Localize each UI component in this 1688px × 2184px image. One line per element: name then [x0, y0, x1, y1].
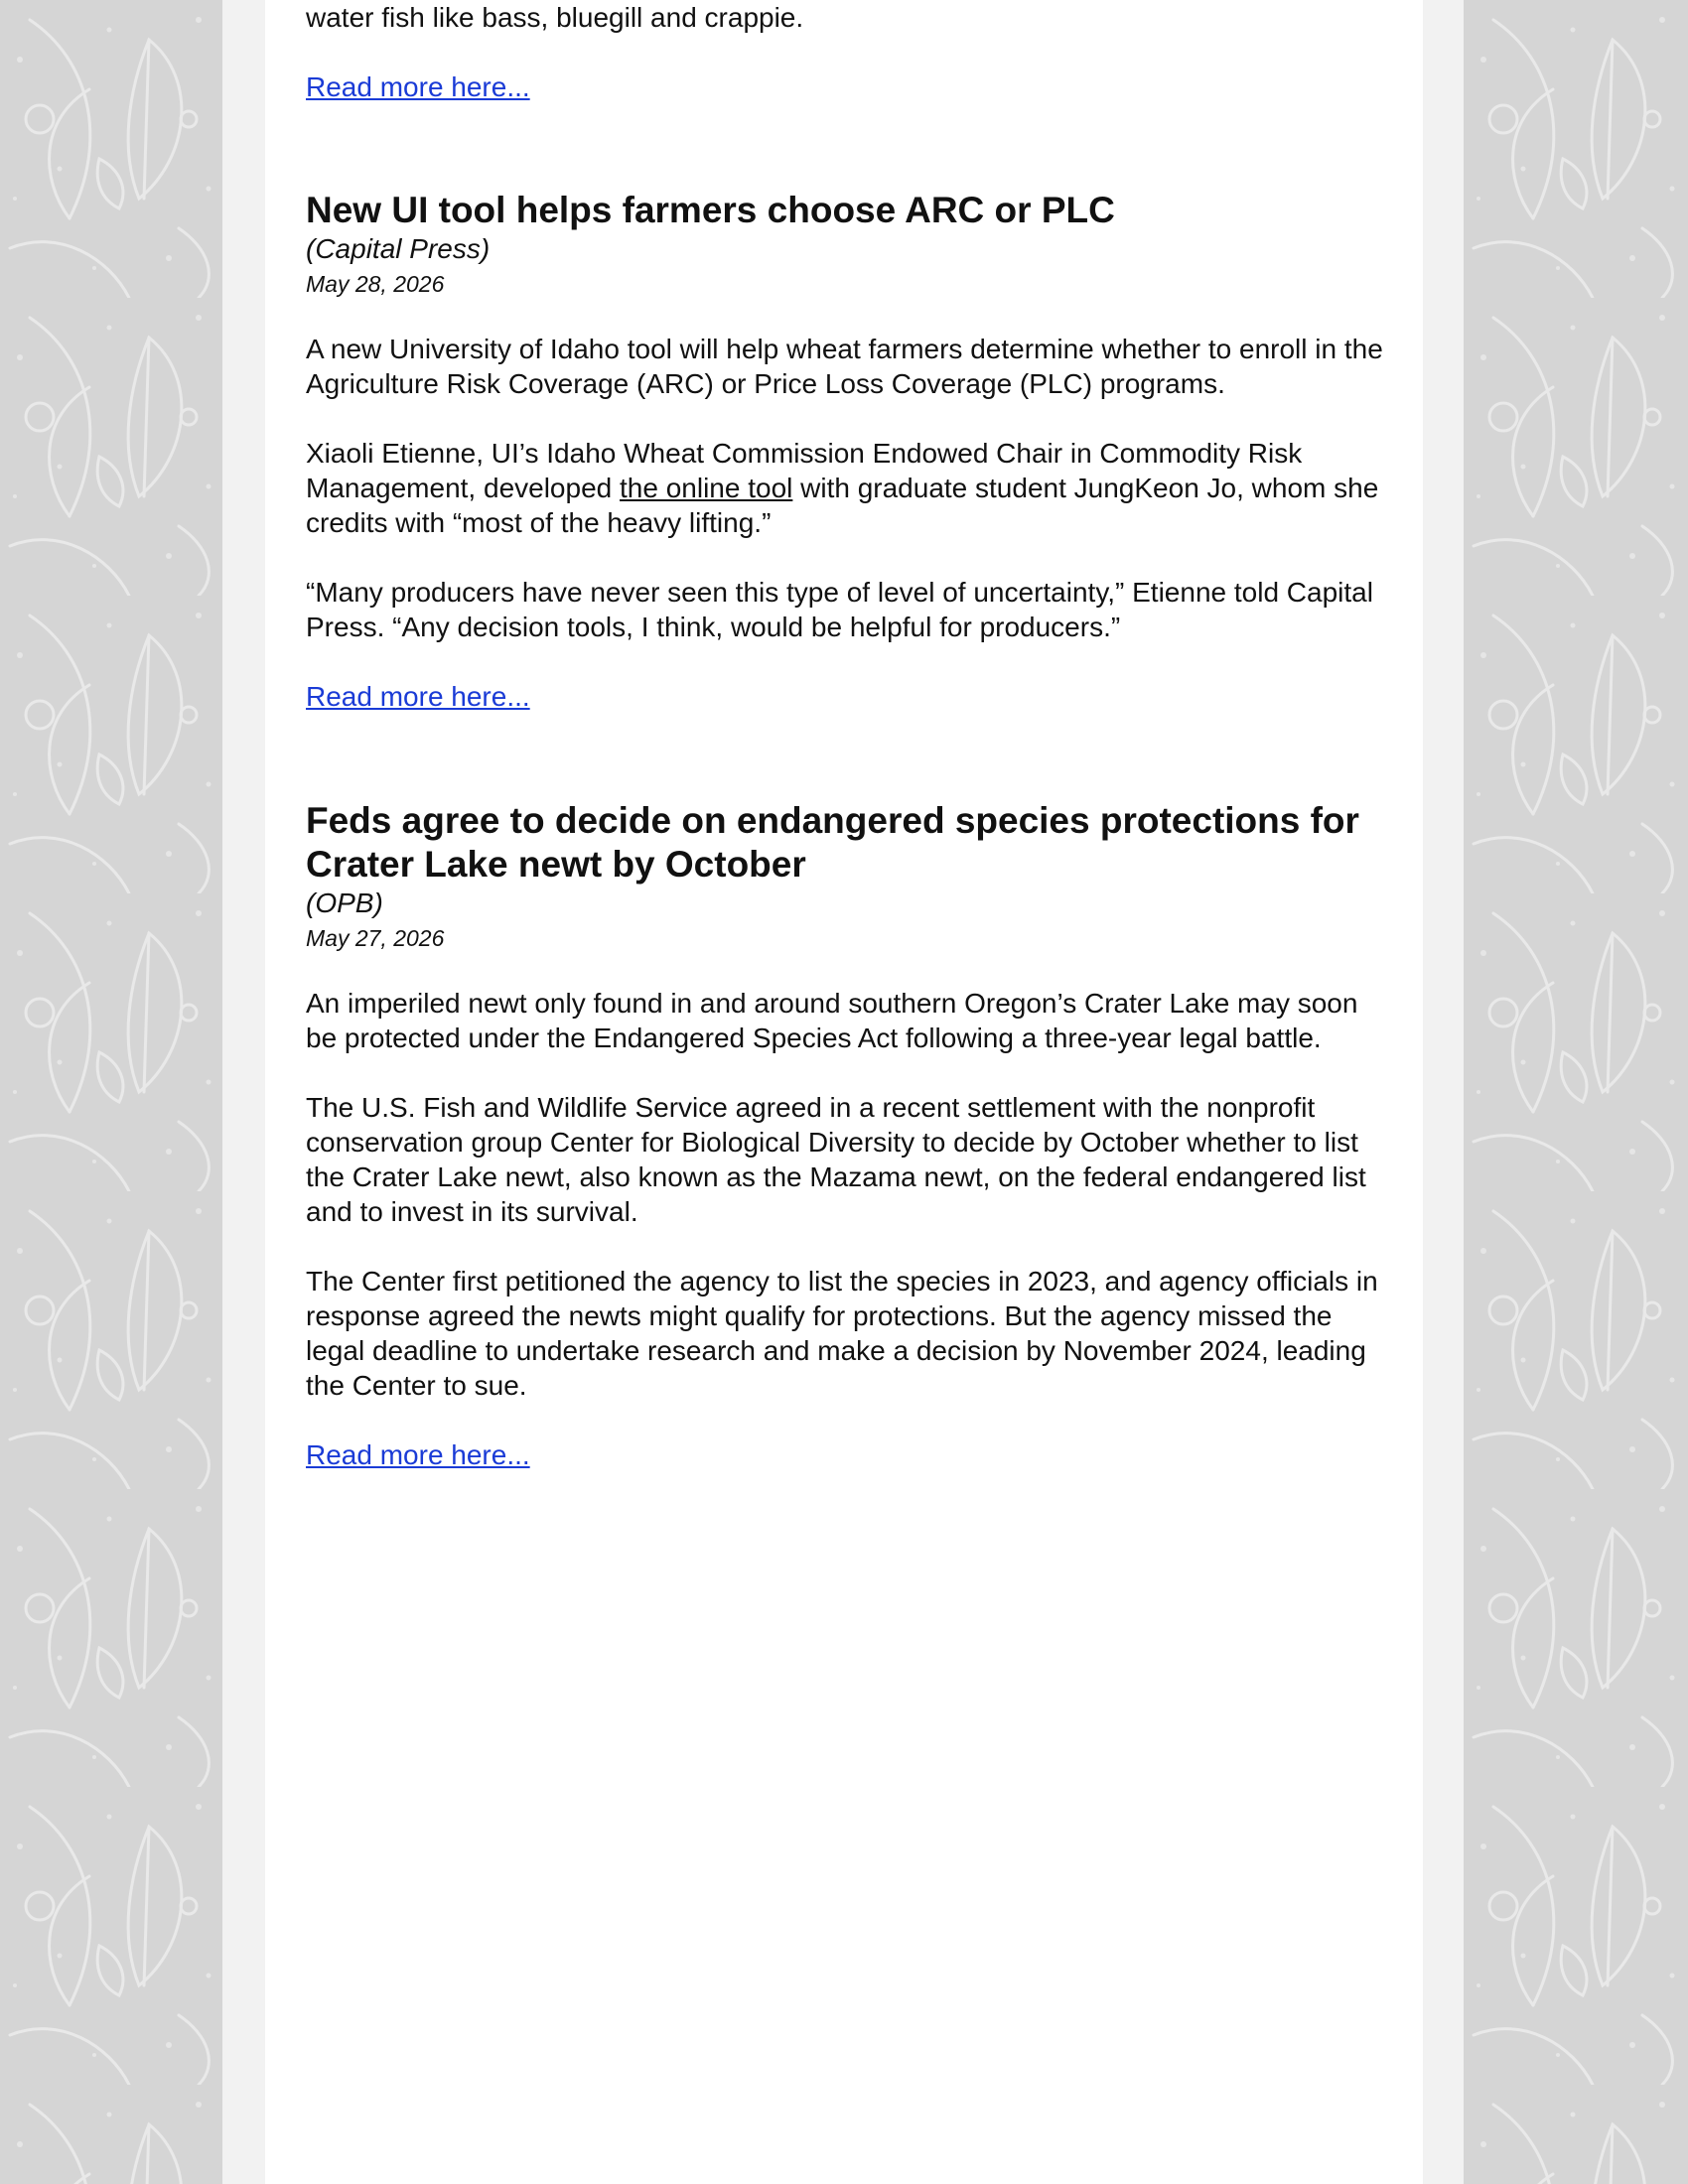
article-title: Feds agree to decide on endangered species protections for Crater Lake newt by October [306, 800, 1359, 885]
article-paragraph: “Many producers have never seen this type of level of uncertainty,” Etienne told Capital Press. “Any decision tools, I think, would be helpful for producers.” [306, 577, 1373, 642]
article-read-more-link[interactable]: Read more here... [306, 1439, 530, 1470]
article-date: May 28, 2026 [306, 271, 445, 297]
article-date: May 27, 2026 [306, 925, 445, 951]
article-paragraph: A new University of Idaho tool will help wheat farmers determine whether to enroll in the Agriculture Risk Coverage (ARC) or Price Loss Coverage (PLC) programs. [306, 334, 1383, 399]
article-source: (Capital Press) [306, 233, 491, 264]
newsletter-content [265, 0, 1423, 2184]
article-read-more-link[interactable]: Read more here... [306, 681, 530, 712]
online-tool-link[interactable]: the online tool [620, 473, 793, 503]
article-list [306, 0, 1388, 1472]
floral-pattern-left [0, 0, 222, 2184]
article-crater-lake-newt [306, 799, 1388, 1472]
right-pattern-panel [1464, 0, 1688, 2184]
lead-article-tail: water fish like bass, bluegill and crappie. [306, 2, 804, 33]
article-arc-plc [306, 189, 1388, 714]
article-paragraph: Xiaoli Etienne, UI’s Idaho Wheat Commission Endowed Chair in Commodity Risk Management, developed the online tool with graduate student JungKeon Jo, whom she credits with “most of the heavy lifting.” [306, 438, 1379, 538]
article-paragraph: The Center first petitioned the agency to list the species in 2023, and agency officials in response agreed the newts might qualify for protections. But the agency missed the legal deadline to undertake research and make a decision by November 2024, leading the Center to sue. [306, 1266, 1378, 1401]
article-source: (OPB) [306, 887, 383, 918]
floral-pattern-right [1464, 0, 1688, 2184]
article-paragraph: An imperiled newt only found in and around southern Oregon’s Crater Lake may soon be protected under the Endangered Species Act following a three-year legal battle. [306, 988, 1358, 1053]
article-title: New UI tool helps farmers choose ARC or PLC [306, 190, 1115, 230]
left-pattern-panel [0, 0, 222, 2184]
article-paragraph: The U.S. Fish and Wildlife Service agreed in a recent settlement with the nonprofit conservation group Center for Biological Diversity to decide by October whether to list the Crater Lake newt, also known as the Mazama newt, on the federal endangered list and to invest in its survival. [306, 1092, 1366, 1227]
lead-read-more-link[interactable]: Read more here... [306, 71, 530, 102]
